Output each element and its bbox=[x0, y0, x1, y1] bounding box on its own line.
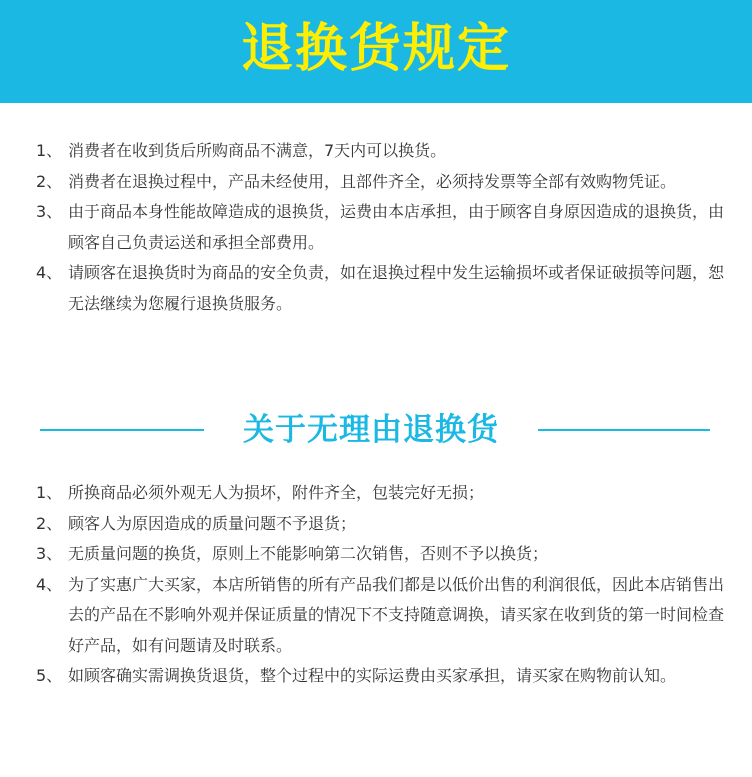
item-text: 所换商品必须外观无人为损坏，附件齐全，包装完好无损； bbox=[68, 483, 485, 502]
item-text: 消费者在退换过程中，产品未经使用，且部件齐全，必须持发票等全部有效购物凭证。 bbox=[68, 171, 677, 191]
item-text: 无质量问题的换货，原则上不能影响第二次销售，否则不予以换货； bbox=[68, 544, 549, 563]
heading-divider-right bbox=[538, 429, 710, 431]
list-item bbox=[36, 509, 726, 540]
item-number: 3、 bbox=[36, 202, 63, 221]
item-number: 4、 bbox=[36, 574, 63, 594]
return-rules-list bbox=[36, 136, 726, 319]
item-number: 5、 bbox=[36, 666, 63, 685]
item-text: 为了实惠广大买家，本店所销售的所有产品我们都是以低价出售的利润很低，因此本店销售出去的产品在不影响外观并保证质量的情况下不支持随意调换，请买家在收到货的第一时间检查好产品，如有问题请及时联系。 bbox=[68, 574, 725, 655]
item-text: 顾客人为原因造成的质量问题不予退货； bbox=[68, 513, 357, 533]
item-number: 2、 bbox=[36, 171, 63, 191]
no-reason-rules-list bbox=[36, 478, 726, 692]
list-item bbox=[36, 661, 726, 692]
list-item bbox=[36, 258, 726, 319]
item-number: 3、 bbox=[36, 544, 63, 563]
list-item bbox=[36, 570, 726, 662]
section-heading bbox=[0, 408, 752, 452]
item-text: 消费者在收到货后所购商品不满意，7天内可以换货。 bbox=[68, 141, 447, 160]
item-number: 1、 bbox=[36, 483, 63, 502]
item-text: 由于商品本身性能故障造成的退换货，运费由本店承担，由于顾客自身原因造成的退换货，由顾客自己负责运送和承担全部费用。 bbox=[68, 202, 725, 252]
item-number: 2、 bbox=[36, 513, 63, 533]
list-item bbox=[36, 167, 726, 198]
heading-divider-left bbox=[40, 429, 204, 431]
list-item bbox=[36, 478, 726, 509]
header-banner bbox=[0, 0, 752, 103]
item-text: 请顾客在退换货时为商品的安全负责，如在退换过程中发生运输损坏或者保证破损等问题，恕无法继续为您履行退换货服务。 bbox=[68, 263, 725, 313]
item-number: 4、 bbox=[36, 263, 63, 282]
list-item bbox=[36, 136, 726, 167]
list-item bbox=[36, 197, 726, 258]
section-title: 关于无理由退换货 bbox=[243, 412, 499, 448]
item-text: 如顾客确实需调换货退货，整个过程中的实际运费由买家承担，请买家在购物前认知。 bbox=[68, 666, 677, 685]
item-number: 1、 bbox=[36, 141, 63, 160]
list-item bbox=[36, 539, 726, 570]
page-title: 退换货规定 bbox=[240, 18, 511, 79]
